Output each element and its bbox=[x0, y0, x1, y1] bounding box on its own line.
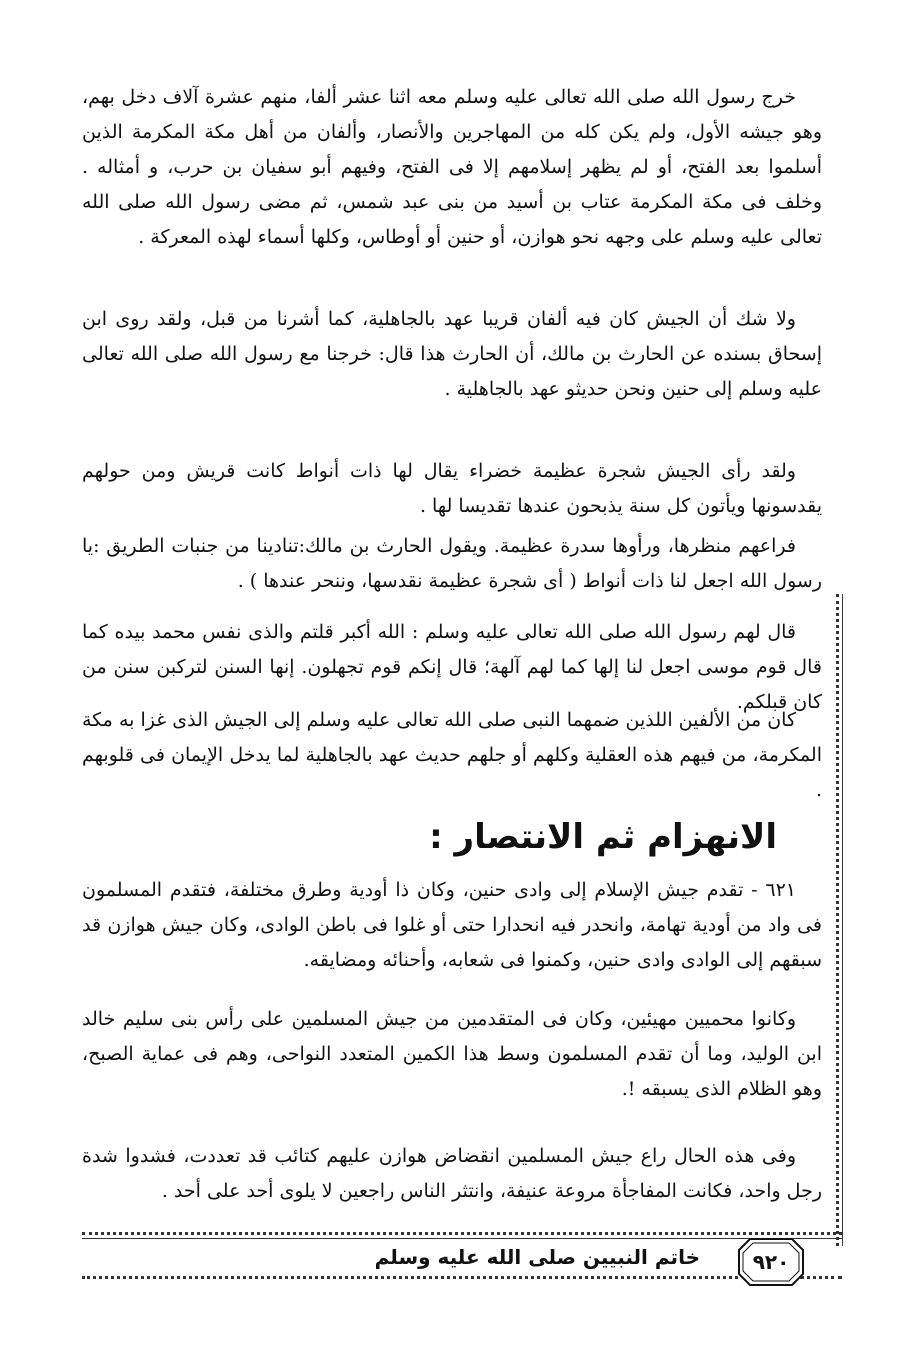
paragraph-text: وفى هذه الحال راع جيش المسلمين انقضاض هوازن عليهم كتائب قد تعددت، فشدوا شدة رجل واحد، فكانت المفاجأة مروعة عنيفة، وانتثر الناس راجعين لا يلوى أحد على أحد . bbox=[82, 1145, 822, 1202]
paragraph-text: وكانوا محميين مهيئين، وكان فى المتقدمين من جيش المسلمين على رأس بنى سليم خالد ابن الوليد، وما أن تقدم المسلمون وسط هذا الكمين المتعدد النواحى، وهم فى عماية الصبح، وهو الظلام الذى يسبقه !. bbox=[82, 1008, 822, 1100]
paragraph-text: فراعهم منظرها، ورأوها سدرة عظيمة. ويقول الحارث بن مالك:تنادينا من جنبات الطريق :يا رسول الله اجعل لنا ذات أنواط ( أى شجرة عظيمة نقدسها، وننحر عندها ) . bbox=[82, 535, 822, 592]
paragraph-attack bbox=[82, 1139, 822, 1209]
paragraph-text: ٦٢١ - تقدم جيش الإسلام إلى وادى حنين، وكان ذا أودية وطرق مختلفة، فتقدم المسلمون فى واد من أودية تهامة، وانحدر فيه انحدارا حتى أو غلوا فى باطن الوادى، وكان جيش هوازن قد سبقهم إلى الوادى وادى حنين، وكمنوا فى شعابه، وأحنائه ومضايقه. bbox=[82, 879, 822, 971]
section-heading: الانهزام ثم الانتصار : bbox=[429, 817, 777, 857]
page-number-badge bbox=[736, 1236, 806, 1288]
page-side-border bbox=[836, 594, 839, 1246]
page-number: ٩٢٠ bbox=[752, 1250, 790, 1274]
paragraph-request bbox=[82, 529, 822, 599]
footer-bottom-rule-right bbox=[800, 1276, 842, 1279]
running-footer-title: خاتم النبيين صلى الله عليه وسلم bbox=[374, 1245, 700, 1269]
footer-bottom-rule bbox=[82, 1276, 738, 1279]
paragraph-new-converts bbox=[82, 302, 822, 407]
paragraph-dhat-anwat-tree bbox=[82, 454, 822, 524]
paragraph-ambush bbox=[82, 1002, 822, 1107]
footer-dotted-rule bbox=[82, 1232, 842, 1235]
paragraph-text: قال لهم رسول الله صلى الله تعالى عليه وسلم : الله أكبر قلتم والذى نفس محمد بيده كما قال قوم موسى اجعل لنا إلها كما لهم آلهة؛ قال إنكم قوم تجهلون. إنها السنن لتركبن سنن من كان قبلكم. bbox=[82, 621, 822, 713]
paragraph-text: كان من الألفين اللذين ضمهما النبى صلى الله تعالى عليه وسلم إلى الجيش الذى غزا به مكة المكرمة، من فيهم هذه العقلية وكلهم أو جلهم حديث عهد بالجاهلية لما يدخل الإيمان فى قلوبهم . bbox=[82, 709, 822, 801]
footer-solid-rule bbox=[82, 1238, 842, 1239]
paragraph-two-thousand bbox=[82, 703, 822, 808]
paragraph-text: خرج رسول الله صلى الله تعالى عليه وسلم معه اثنا عشر ألفا، منهم عشرة آلاف دخل بهم، وهو جيشه الأول، ولم يكن كله من المهاجرين والأنصار، وألفان من أهل مكة المكرمة الذين أسلموا بعد الفتح، أو لم يظهر إسلامهم إلا فى الفتح، وفيهم أبو سفيان بن حرب، و أمثاله . وخلف فى مكة المكرمة عتاب بن أسيد من بنى عبد شمس، ثم مضى رسول الله صلى الله تعالى عليه وسلم على وجهه نحو هوازن، أو حنين أو أوطاس، وكلها أسماء لهذه المعركة . bbox=[82, 86, 822, 248]
paragraph-march-out bbox=[82, 80, 822, 255]
paragraph-text: ولا شك أن الجيش كان فيه ألفان قريبا عهد بالجاهلية، كما أشرنا من قبل، ولقد روى ابن إسحاق بسنده عن الحارث بن مالك، أن الحارث هذا قال: خرجنا مع رسول الله صلى الله تعالى عليه وسلم إلى حنين ونحن حديثو عهد بالجاهلية . bbox=[82, 308, 822, 400]
paragraph-text: ولقد رأى الجيش شجرة عظيمة خضراء يقال لها ذات أنواط كانت قريش ومن حولهم يقدسونها ويأتون كل سنة يذبحون عندها تقديسا لها . bbox=[82, 460, 822, 517]
paragraph-621-advance bbox=[82, 873, 822, 978]
page-side-border-line bbox=[842, 594, 843, 1246]
